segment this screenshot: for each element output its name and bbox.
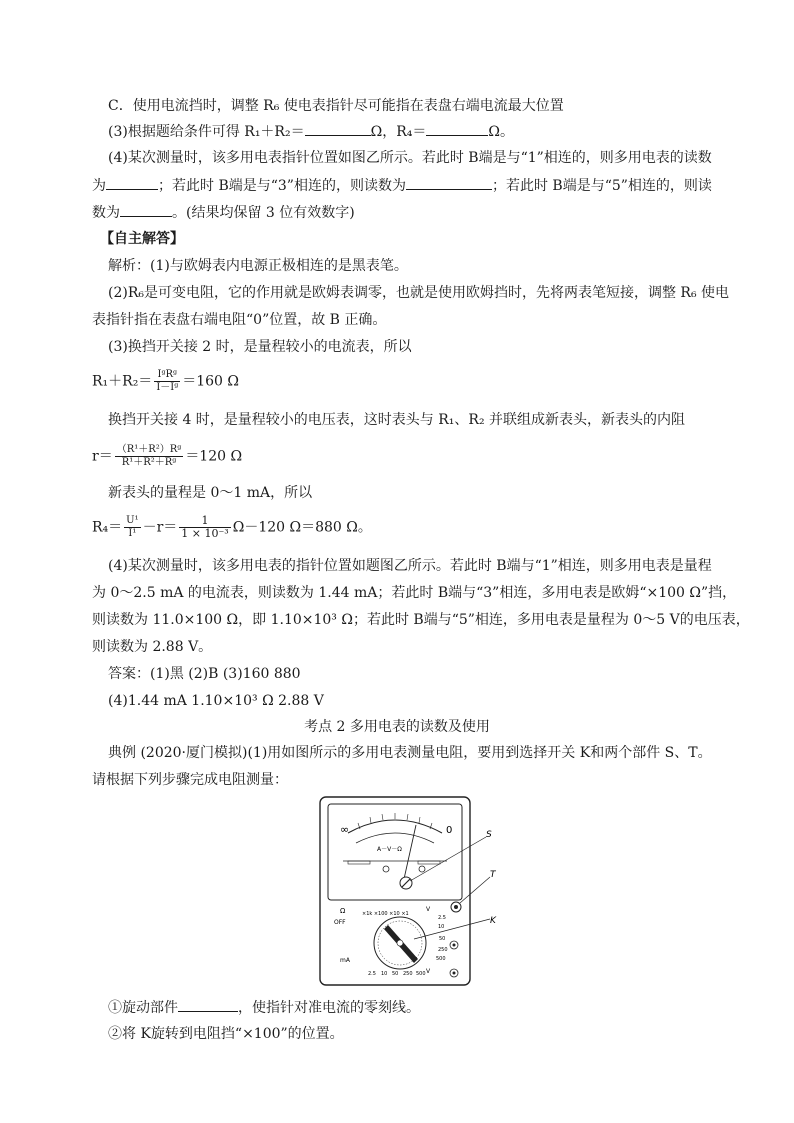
svg-text:500: 500: [436, 956, 446, 962]
step-1: ①旋动部件 ，使指针对准电流的零刻线。: [108, 997, 420, 1018]
answer-blank[interactable]: [120, 202, 172, 217]
ma-label: mA: [340, 957, 350, 964]
svg-text:250: 250: [403, 971, 413, 977]
scale-avo-label: A－V－Ω: [377, 846, 402, 853]
svg-text:50: 50: [439, 936, 446, 942]
analysis-3: (3)换挡开关接 2 时，是量程较小的电流表，所以: [108, 339, 412, 355]
question-3: (3)根据题给条件可得 R₁＋R₂＝ Ω，R₄＝ Ω。: [108, 121, 514, 142]
scale-zero-label: 0: [446, 825, 453, 836]
analysis-4-line-4: 则读数为 2.88 V。: [92, 639, 213, 655]
analysis-3b: 换挡开关接 4 时，是量程较小的电压表，这时表头与 R₁、R₂ 并联组成新表头，新表头的内阻: [108, 412, 686, 428]
svg-text:500: 500: [416, 971, 426, 977]
analysis-3c: 新表头的量程是 0～1 mA，所以: [108, 485, 313, 501]
step-2: ②将 K旋转到电阻挡“×100”的位置。: [108, 1026, 344, 1042]
scale-infinity-label: ∞: [340, 823, 350, 836]
svg-text:V: V: [426, 968, 431, 975]
off-label: OFF: [334, 919, 346, 926]
voltage-label: V: [426, 906, 431, 913]
fraction: $\frac{\text{U¹}}{\text{I¹}}$: [126, 515, 139, 539]
analysis-1: 解析：(1)与欧姆表内电源正极相连的是黑表笔。: [108, 258, 408, 274]
ohm-range-labels: ×1k ×100 ×10 ×1: [362, 911, 409, 917]
analysis-4-line-1: (4)某次测量时，该多用电表的指针位置如题图乙所示。若此时 B端与“1”相连，则多用电表是量程: [108, 558, 712, 574]
option-c: C．使用电流挡时，调整 R₆ 使电表指针尽可能指在表盘右端电流最大位置: [108, 98, 564, 114]
answer-blank[interactable]: [305, 121, 371, 136]
formula-1: R₁＋R₂＝ $\frac{\text{IᵍRᵍ}}{\text{I－Iᵍ}}$ ＝160 Ω: [92, 369, 239, 393]
label-s: S: [486, 830, 492, 840]
question-4-line-2: 为 ；若此时 B端是与“3”相连的，则读数为 ；若此时 B端是与“5”相连的，则读: [92, 175, 712, 196]
ohm-symbol: Ω: [340, 907, 346, 915]
self-answer-heading: 【自主解答】: [100, 231, 184, 247]
formula-2: r＝ $\frac{\text{（R¹＋R²）Rᵍ}}{\text{R¹＋R²＋Rᵍ}}$ ＝120 Ω: [92, 444, 243, 468]
answer-blank[interactable]: [106, 175, 158, 190]
label-t: T: [490, 870, 496, 880]
answer-blank[interactable]: [406, 175, 492, 190]
fraction: $\frac{1}{\text{1 × 10⁻³}}$: [181, 514, 229, 540]
svg-text:10: 10: [381, 971, 388, 977]
formula-3: R₄＝ $\frac{\text{U¹}}{\text{I¹}}$ －r＝ $\frac{1}{\text{1 × 10⁻³}}$ Ω－120 Ω＝880 Ω。: [92, 514, 372, 540]
svg-text:250: 250: [438, 947, 448, 953]
svg-text:2.5: 2.5: [438, 915, 446, 921]
fraction: $\frac{\text{IᵍRᵍ}}{\text{I－Iᵍ}}$: [156, 369, 179, 393]
analysis-2-line-2: 表指针指在表盘右端电阻“0”位置，故 B 正确。: [92, 312, 387, 328]
fraction: $\frac{\text{（R¹＋R²）Rᵍ}}{\text{R¹＋R²＋Rᵍ}}$: [116, 444, 182, 468]
answer-line-1: 答案：(1)黑 (2)B (3)160 880: [108, 666, 301, 682]
label-k: K: [490, 916, 496, 926]
section-title: 考点 2 多用电表的读数及使用: [304, 719, 490, 735]
answer-blank[interactable]: [426, 121, 488, 136]
multimeter-figure: [318, 795, 508, 987]
analysis-4-line-3: 则读数为 11.0×100 Ω，即 1.10×10³ Ω；若此时 B端与“5”相连，多用电表是量程为 0～5 V的电压表，: [92, 612, 750, 628]
question-4-line-3: 数为 。(结果均保留 3 位有效数字): [92, 202, 355, 223]
analysis-4-line-2: 为 0～2.5 mA 的电流表，则读数为 1.44 mA；若此时 B端与“3”相连，多用电表是欧姆“×100 Ω”挡，: [92, 585, 737, 601]
question-4-line-1: (4)某次测量时，该多用电表指针位置如图乙所示。若此时 B端是与“1”相连的，则多用电表的读数: [108, 150, 712, 166]
answer-line-2: (4)1.44 mA 1.10×10³ Ω 2.88 V: [108, 693, 324, 709]
svg-text:10: 10: [438, 924, 445, 930]
answer-blank[interactable]: [178, 997, 238, 1012]
example-line-1: 典例 (2020·厦门模拟)(1)用如图所示的多用电表测量电阻，要用到选择开关 K和两个部件 S、T。: [108, 745, 712, 761]
svg-text:50: 50: [392, 971, 399, 977]
analysis-2-line-1: (2)R₆是可变电阻，它的作用就是欧姆表调零，也就是使用欧姆挡时，先将两表笔短接，调整 R₆ 使电: [108, 285, 730, 301]
example-line-2: 请根据下列步骤完成电阻测量：: [92, 772, 288, 788]
svg-text:2.5: 2.5: [368, 971, 376, 977]
